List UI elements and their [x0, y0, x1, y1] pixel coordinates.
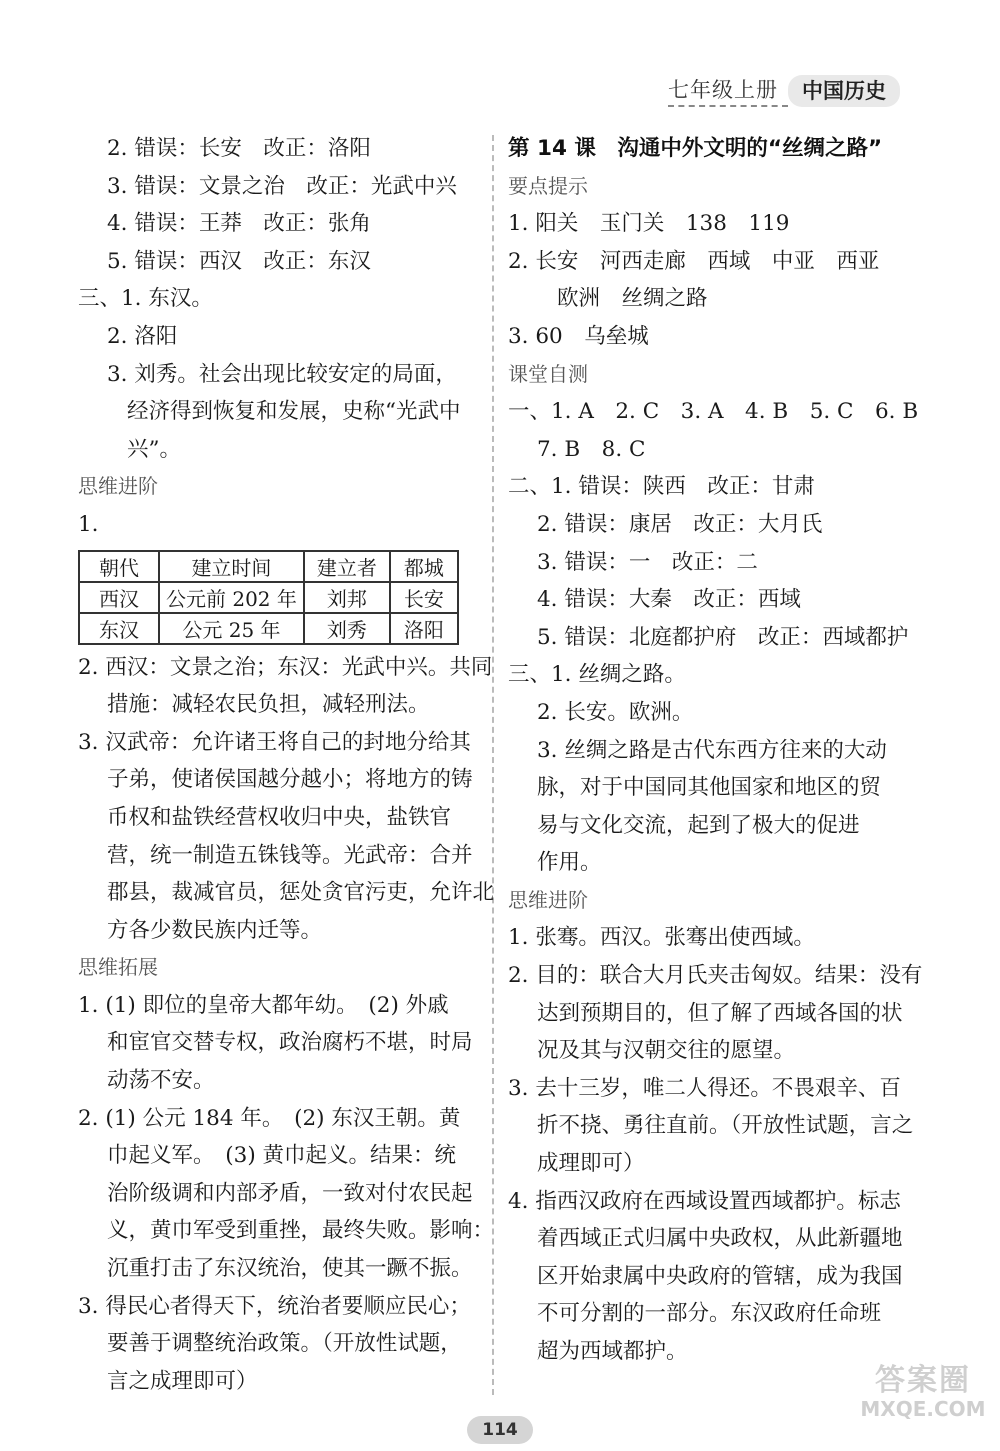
- answer-line: 7. B 8. C: [537, 436, 646, 462]
- answer-line: 作用。: [537, 850, 602, 876]
- table-cell: 长安: [390, 582, 458, 613]
- answer-line: 2. 西汉：文景之治；东汉：光武中兴。共同: [78, 654, 493, 680]
- section-heading-points: 要点提示: [508, 173, 588, 198]
- left-top-answers: [78, 130, 478, 468]
- item-1-label: 1.: [78, 511, 99, 537]
- answer-line: 方各少数民族内迁等。: [107, 917, 323, 943]
- section-heading-thinking: 思维进阶: [78, 474, 158, 499]
- answer-line: 脉，对于中国同其他国家和地区的贸: [537, 775, 882, 801]
- column-divider: [492, 135, 494, 1395]
- lesson-title: 第 14 课 沟通中外文明的“丝绸之路”: [508, 136, 883, 161]
- answer-line: 子弟，使诸侯国越分越小；将地方的铸: [107, 767, 473, 793]
- watermark-site: MXQE.COM: [860, 1397, 986, 1421]
- subject-badge: 中国历史: [788, 75, 900, 107]
- answer-line: 折不挠、勇往直前。（开放性试题，言之: [537, 1113, 914, 1139]
- answer-line: 3. 去十三岁，唯二人得还。不畏艰辛、百: [508, 1075, 901, 1101]
- answer-line: 3. 汉武帝：允许诸王将自己的封地分给其: [78, 729, 471, 755]
- watermark-mark: 答案圈: [875, 1363, 971, 1398]
- thinking-answers: [508, 919, 923, 1370]
- answer-line: 1. 张骞。西汉。张骞出使西域。: [508, 925, 815, 951]
- table-cell: 刘邦: [304, 582, 390, 613]
- answer-line: 2. 洛阳: [107, 323, 178, 349]
- answer-line: 和宦官交替专权，政治腐朽不堪，时局: [107, 1030, 473, 1056]
- table-row: [79, 613, 458, 644]
- table-header-cell: 建立时间: [159, 551, 304, 582]
- answer-line: 营，统一制造五铢钱等。光武帝：合并: [107, 842, 473, 868]
- page-header: [668, 74, 900, 108]
- section-heading-thinking-right: 思维进阶: [508, 887, 588, 912]
- answer-line: 义，黄巾军受到重挫，最终失败。影响：: [107, 1218, 495, 1244]
- answer-line: 1. 阳关 玉门关 138 119: [508, 211, 790, 237]
- answer-line: 3. 错误：一 改正：二: [537, 549, 758, 575]
- answer-line: 超为西域都护。: [537, 1339, 688, 1364]
- answer-line: 4. 错误：大秦 改正：西域: [537, 587, 801, 613]
- table-cell: 刘秀: [304, 613, 390, 644]
- table-cell: 洛阳: [390, 613, 458, 644]
- table-row: [79, 582, 458, 613]
- dynasty-table: [78, 550, 459, 645]
- answer-line: 治阶级调和内部矛盾，一致对付农民起: [107, 1180, 473, 1206]
- answer-line: 成理即可）: [537, 1151, 645, 1177]
- answer-line: 不可分割的一部分。东汉政府任命班: [537, 1301, 882, 1327]
- answer-line: 要善于调整统治政策。（开放性试题，: [107, 1331, 462, 1357]
- answer-line: 区开始隶属中央政府的管辖，成为我国: [537, 1263, 903, 1289]
- grade-label: 七年级上册: [668, 75, 788, 107]
- answer-line: 着西域正式归属中央政权，从此新疆地: [537, 1226, 903, 1252]
- watermark-logo: [858, 1363, 988, 1441]
- test-answers: [508, 393, 918, 882]
- answer-line: 2. 长安。欧洲。: [537, 699, 694, 725]
- page-number: 114: [467, 1416, 533, 1444]
- table-header-row: [79, 551, 458, 582]
- answer-line: 一、1. A 2. C 3. A 4. B 5. C 6. B: [508, 399, 919, 425]
- points-answers: [508, 205, 918, 355]
- section-heading-extend: 思维拓展: [78, 955, 158, 980]
- answer-line: 三、1. 东汉。: [78, 286, 213, 312]
- answer-line: 2. 错误：长安 改正：洛阳: [107, 136, 371, 161]
- section-heading-test: 课堂自测: [508, 361, 588, 386]
- answer-line: 巾起义军。 (3) 黄巾起义。结果：统: [107, 1143, 457, 1169]
- answer-line: 二、1. 错误：陕西 改正：甘肃: [508, 474, 815, 500]
- answer-line: 3. 得民心者得天下，统治者要顺应民心；: [78, 1293, 471, 1319]
- answer-line: 言之成理即可）: [107, 1368, 258, 1394]
- left-bottom-answers: [78, 987, 495, 1401]
- answer-line: 4. 错误：王莽 改正：张角: [107, 211, 371, 237]
- answer-line: 4. 指西汉政府在西域设置西域都护。标志: [508, 1188, 901, 1214]
- table-cell: 西汉: [79, 582, 159, 613]
- table-header-cell: 朝代: [79, 551, 159, 582]
- table-header-cell: 都城: [390, 551, 458, 582]
- answer-line: 兴”。: [127, 436, 181, 462]
- answer-line: 5. 错误：北庭都护府 改正：西域都护: [537, 624, 909, 650]
- answer-line: 欧洲 丝绸之路: [557, 286, 708, 312]
- answer-line: 2. 长安 河西走廊 西域 中亚 西亚: [508, 248, 880, 274]
- answer-line: 3. 错误：文景之治 改正：光武中兴: [107, 173, 457, 199]
- answer-line: 2. (1) 公元 184 年。 (2) 东汉王朝。黄: [78, 1105, 461, 1131]
- answer-line: 沉重打击了东汉统治，使其一蹶不振。: [107, 1256, 473, 1282]
- answer-line: 三、1. 丝绸之路。: [508, 662, 686, 688]
- answer-line: 达到预期目的，但了解了西域各国的状: [537, 1000, 903, 1026]
- answer-line: 郡县，裁减官员，惩处贪官污吏，允许北: [107, 880, 495, 906]
- table-cell: 东汉: [79, 613, 159, 644]
- answer-line: 3. 刘秀。社会出现比较安定的局面，: [107, 361, 457, 387]
- answer-line: 措施：减轻农民负担，减轻刑法。: [107, 692, 430, 718]
- table-header-cell: 建立者: [304, 551, 390, 582]
- answer-line: 1. (1) 即位的皇帝大都年幼。 (2) 外戚: [78, 992, 449, 1018]
- table-cell: 公元 25 年: [159, 613, 304, 644]
- table-cell: 公元前 202 年: [159, 582, 304, 613]
- answer-line: 动荡不安。: [107, 1068, 215, 1094]
- answer-line: 经济得到恢复和发展，史称“光武中: [127, 399, 461, 425]
- answer-line: 易与文化交流，起到了极大的促进: [537, 812, 860, 838]
- left-column: [78, 130, 495, 1400]
- answer-line: 5. 错误：西汉 改正：东汉: [107, 248, 371, 274]
- answer-line: 2. 目的：联合大月氏夹击匈奴。结果：没有: [508, 963, 923, 989]
- left-mid-answers: [78, 649, 495, 950]
- right-column: [508, 130, 923, 1371]
- answer-line: 况及其与汉朝交往的愿望。: [537, 1038, 796, 1064]
- answer-line: 3. 60 乌垒城: [508, 323, 649, 349]
- answer-line: 3. 丝绸之路是古代东西方往来的大动: [537, 737, 887, 763]
- answer-line: 币权和盐铁经营权收归中央，盐铁官: [107, 804, 452, 830]
- answer-line: 2. 错误：康居 改正：大月氏: [537, 511, 823, 537]
